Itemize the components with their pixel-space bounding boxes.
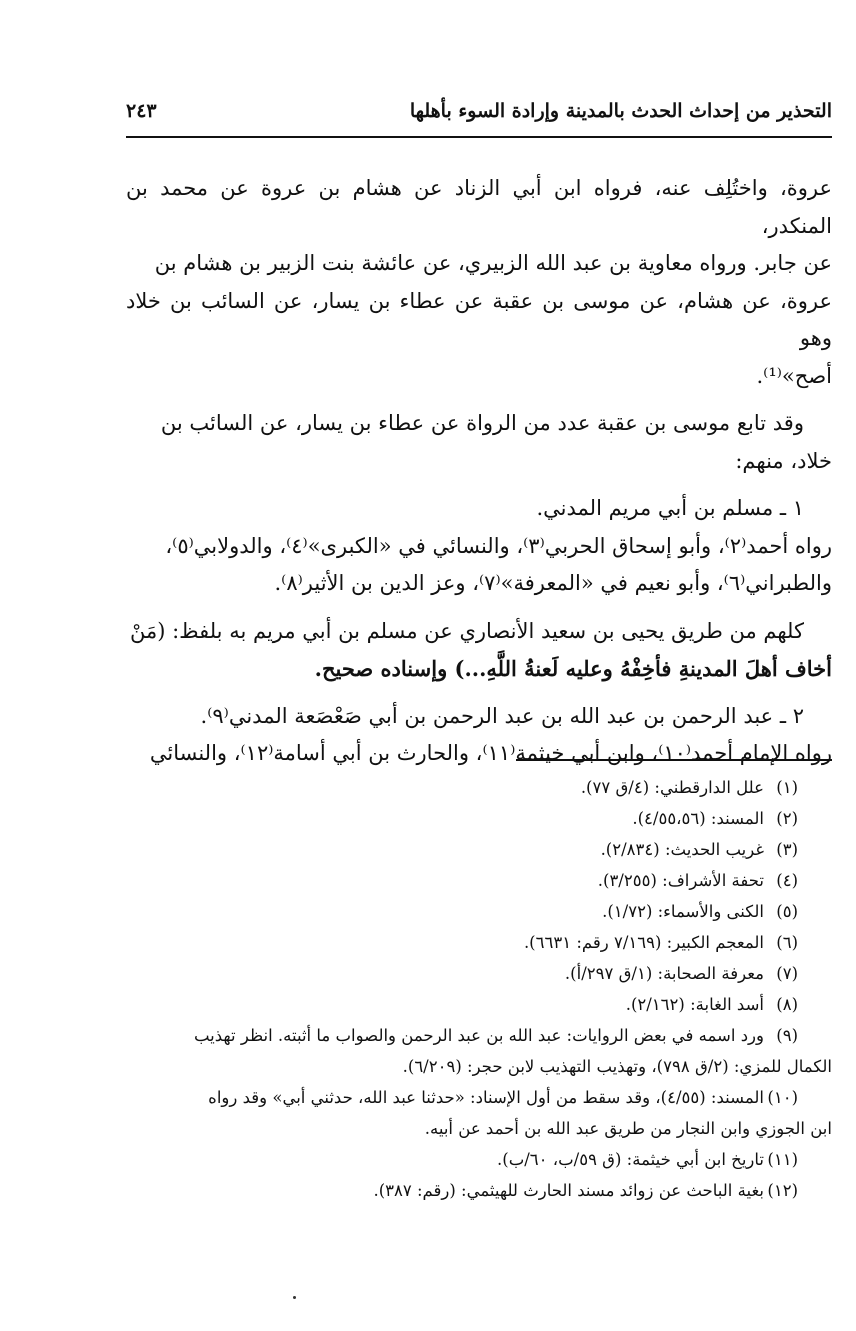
text-line: رواه الإمام أحمد⁽١٠⁾، وابن أبي خيثمة⁽١١⁾، والحارث بن أبي أسامة⁽١٢⁾، والنسائي: [149, 741, 832, 765]
text-line: رواه أحمد⁽٢⁾، وأبو إسحاق الحربي⁽٣⁾، والنسائي في «الكبرى»⁽٤⁾، والدولابي⁽٥⁾،: [165, 533, 832, 558]
paragraph-3: [126, 490, 832, 603]
text-line: أخاف أهلَ المدينةِ فأخِفْهُ وعليه لَعنةُ اللَّهِ...) وإسناده صحيح.: [314, 656, 832, 681]
paragraph-2: [126, 405, 832, 480]
footnote-10-continuation: ابن الجوزي وابن النجار من طريق عبد الله بن أحمد عن أبيه.: [424, 1119, 832, 1138]
text-line: ١ ـ مسلم بن أبي مريم المدني.: [536, 496, 804, 520]
footnote-2: (٢)المسند: (٤/٥٥،٥٦).: [632, 809, 798, 828]
text-line: أصح»⁽¹⁾.: [756, 363, 832, 388]
text-line: عروة، عن هشام، عن موسى بن عقبة عن عطاء بن يسار، عن السائب بن خلاد وهو: [126, 288, 832, 350]
scan-speck: [293, 1296, 296, 1299]
footnote-9: (٩)ورد اسمه في بعض الروايات: عبد الله بن عبد الرحمن والصواب ما أثبته. انظر تهذيب: [193, 1026, 798, 1045]
header-divider: [126, 136, 832, 138]
footnote-7: (٧)معرفة الصحابة: (١/ق ٢٩٧/أ).: [564, 964, 798, 983]
text-line: خلاد، منهم:: [735, 448, 832, 473]
footnote-4: (٤)تحفة الأشراف: (٣/٢٥٥).: [597, 871, 798, 890]
page-number: ٢٤٣: [126, 100, 157, 122]
footnote-10: (١٠)المسند: (٤/٥٥)، وقد سقط من أول الإسناد: «حدثنا عبد الله، حدثني أبي» وقد رواه: [208, 1088, 798, 1107]
running-header: [126, 82, 832, 122]
paragraph-4: [126, 613, 832, 688]
footnote-6: (٦)المعجم الكبير: (٧/١٦٩ رقم: ٦٦٣١).: [523, 933, 798, 952]
footnote-3: (٣)غريب الحديث: (٢/٨٣٤).: [600, 840, 798, 859]
running-title: التحذير من إحداث الحدث بالمدينة وإرادة السوء بأهلها: [409, 100, 832, 122]
main-text: [126, 170, 832, 783]
text-line: والطبراني⁽٦⁾، وأبو نعيم في «المعرفة»⁽٧⁾، وعز الدين بن الأثير⁽٨⁾.: [274, 571, 832, 595]
footnote-12: (١٢)بغية الباحث عن زوائد مسند الحارث للهيثمي: (رقم: ٣٨٧).: [373, 1181, 798, 1200]
text-line: وقد تابع موسى بن عقبة عدد من الرواة عن عطاء بن يسار، عن السائب بن: [160, 411, 804, 435]
footnotes: [126, 772, 832, 1206]
footnote-divider: [516, 759, 832, 761]
paragraph-5: [126, 698, 832, 773]
text-line: عن جابر. ورواه معاوية بن عبد الله الزبيري، عن عائشة بنت الزبير بن هشام بن: [154, 251, 832, 275]
footnote-1: (١)علل الدارقطني: (٤/ق ٧٧).: [580, 778, 798, 797]
footnote-5: (٥)الكنى والأسماء: (١/٧٢).: [602, 902, 798, 921]
paragraph-1: [126, 170, 832, 395]
footnote-9-continuation: الكمال للمزي: (٢/ق ٧٩٨)، وتهذيب التهذيب لابن حجر: (٦/٢٠٩).: [402, 1057, 832, 1076]
text-line: كلهم من طريق يحيى بن سعيد الأنصاري عن مسلم بن أبي مريم به بلفظ: (مَنْ: [129, 618, 804, 643]
footnote-8: (٨)أسد الغابة: (٢/١٦٢).: [625, 995, 798, 1014]
text-line: ٢ ـ عبد الرحمن بن عبد الله بن عبد الرحمن بن أبي صَعْصَعة المدني⁽٩⁾.: [200, 703, 804, 728]
text-line: عروة، واختُلِف عنه، فرواه ابن أبي الزناد عن هشام بن عروة عن محمد بن المنكدر،: [126, 176, 832, 238]
footnote-11: (١١)تاريخ ابن أبي خيثمة: (ق ٥٩/ب، ٦٠/ب).: [497, 1150, 798, 1169]
